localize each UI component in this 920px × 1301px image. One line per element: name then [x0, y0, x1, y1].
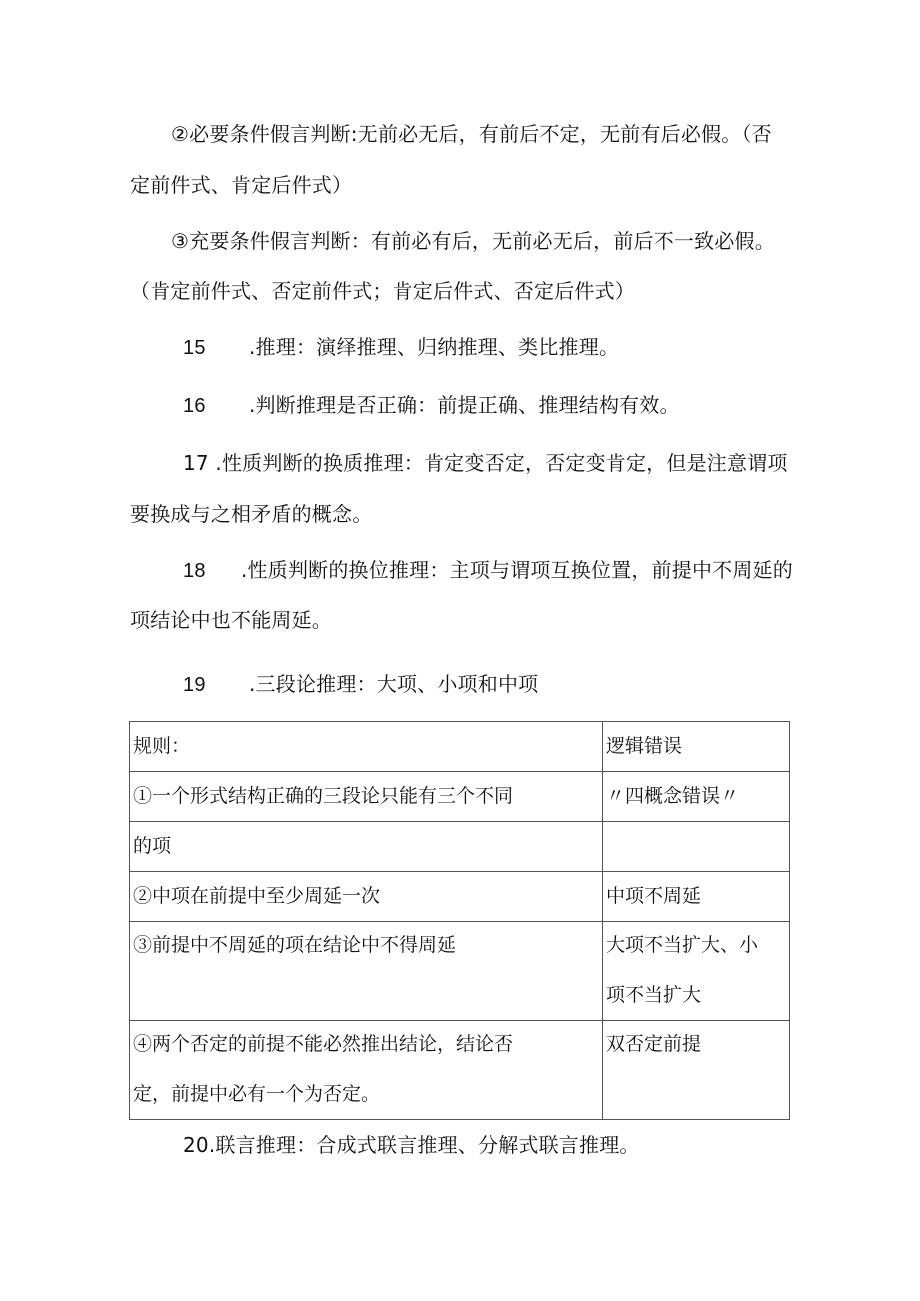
error-text: 大项不当扩大、小: [606, 934, 759, 956]
table-row: [130, 872, 790, 922]
table-row: [130, 922, 790, 1021]
table-header-error: [603, 722, 790, 772]
item-18-line1: [183, 556, 793, 585]
rule-text: ④两个否定的前提不能必然推出结论，结论否: [133, 1033, 514, 1055]
error-cell: [603, 922, 790, 1021]
table-header-rule: [130, 722, 603, 772]
item-number: 19: [183, 674, 206, 696]
item-number: 18: [183, 560, 206, 582]
header-rule-text: 规则：: [133, 735, 191, 757]
error-text: 中项不周延: [606, 885, 702, 907]
item-20: 20.联言推理：合成式联言推理、分解式联言推理。: [183, 1133, 640, 1157]
item-text: .性质判断的换位推理：主项与谓项互换位置，前提中不周延的: [241, 558, 793, 582]
error-text: 〃四概念错误〃: [606, 785, 740, 807]
rule-text: ③前提中不周延的项在结论中不得周延: [133, 934, 457, 956]
rule-cell: [130, 1021, 603, 1120]
error-cell: [603, 1021, 790, 1120]
item-16: [183, 391, 680, 420]
rule-text: ①一个形式结构正确的三段论只能有三个不同: [133, 785, 514, 807]
rule-cell: [130, 772, 603, 822]
paragraph-sufficient-necessary-line1: ③充要条件假言判断：有前必有后，无前必无后，前后不一致必假。: [171, 229, 775, 253]
error-text: 项不当扩大: [606, 984, 702, 1006]
rule-cell: [130, 922, 603, 1021]
error-cell-empty: [603, 822, 790, 872]
item-text: .判断推理是否正确：前提正确、推理结构有效。: [249, 393, 680, 417]
syllogism-rules-table: [129, 721, 790, 1120]
item-18-line2: 项结论中也不能周延。: [130, 608, 332, 632]
rule-cell: [130, 872, 603, 922]
paragraph-necessary-condition-line1: ②必要条件假言判断:无前必无后，有前后不定，无前有后必假。（否: [171, 122, 772, 146]
rule-cell: [130, 822, 603, 872]
table-row: [130, 822, 790, 872]
header-error-text: 逻辑错误: [606, 735, 683, 757]
rule-text: 定，前提中必有一个为否定。: [133, 1083, 381, 1105]
item-17-line1: 17 .性质判断的换质推理：肯定变否定，否定变肯定，但是注意谓项: [183, 451, 788, 475]
item-15: [183, 333, 619, 362]
error-text: 双否定前提: [606, 1033, 702, 1055]
paragraph-sufficient-necessary-line2: （肯定前件式、否定前件式；肯定后件式、否定后件式）: [130, 279, 635, 303]
error-cell: [603, 772, 790, 822]
error-cell: [603, 872, 790, 922]
item-17-line2: 要换成与之相矛盾的概念。: [130, 502, 373, 526]
rule-text: ②中项在前提中至少周延一次: [133, 885, 381, 907]
table-row: [130, 772, 790, 822]
item-19: [183, 670, 538, 699]
table-row: [130, 1021, 790, 1120]
item-number: 15: [183, 337, 206, 359]
rule-text: 的项: [133, 835, 172, 857]
item-text: .三段论推理：大项、小项和中项: [249, 672, 539, 696]
paragraph-necessary-condition-line2: 定前件式、肯定后件式）: [130, 173, 353, 197]
item-number: 16: [183, 395, 206, 417]
table-header-row: [130, 722, 790, 772]
item-text: .推理：演绎推理、归纳推理、类比推理。: [249, 335, 620, 359]
